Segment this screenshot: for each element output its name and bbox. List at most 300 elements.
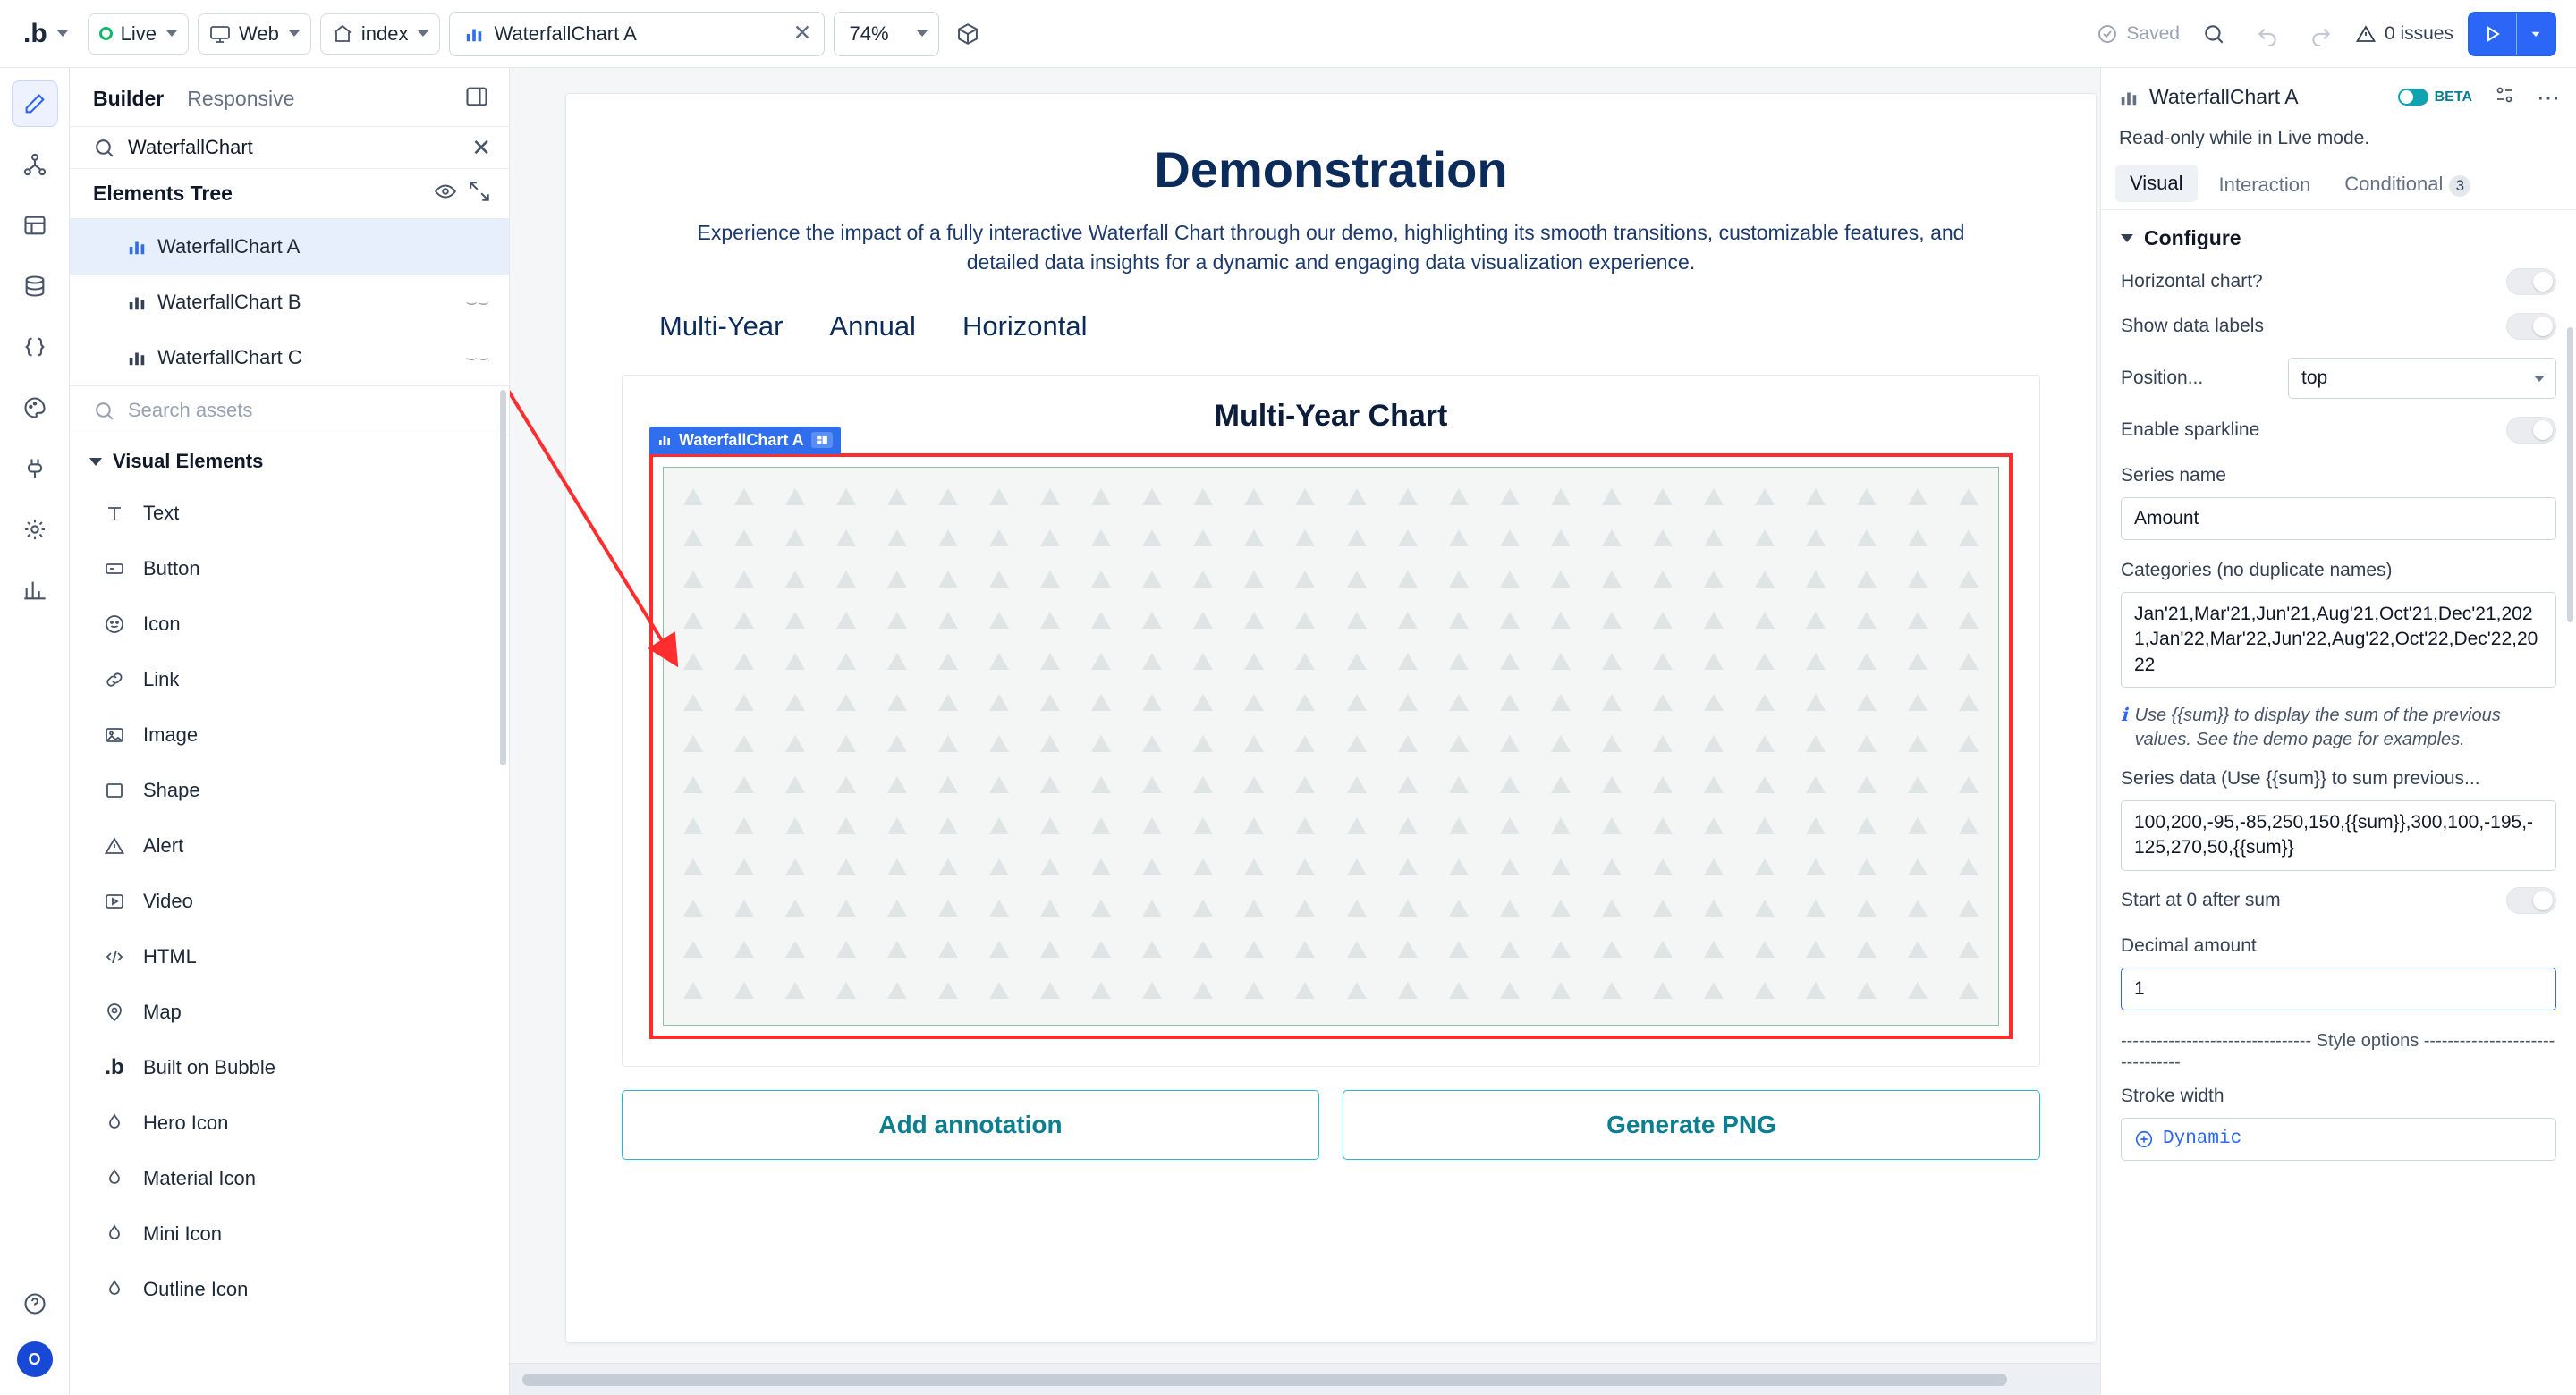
triangle-icon [938,858,958,875]
panel-toggle-icon [464,84,489,109]
placeholder-tile [1842,929,1893,970]
enable-sparkline-toggle[interactable] [2506,417,2556,444]
element-item-button[interactable] [70,541,509,596]
placeholder-tile [1076,682,1127,723]
triangle-icon [734,776,754,793]
placeholder-tile [820,806,871,847]
sum-hint [2101,695,2576,756]
triangle-icon [1142,571,1162,588]
chevron-down-icon [418,30,428,37]
triangle-icon [938,982,958,999]
waterfallchart-a-element[interactable] [649,430,2012,1039]
decimal-amount-label: Decimal amount [2121,934,2257,956]
triangle-icon [1857,612,1877,629]
placeholder-tile [1893,929,1944,970]
element-item-map[interactable] [70,985,509,1040]
placeholder-tile [1433,559,1484,600]
tab-responsive[interactable]: Responsive [187,87,295,110]
position-select[interactable] [2288,358,2556,399]
rail-logs-button[interactable] [12,567,58,613]
placeholder-tile [1433,477,1484,518]
triangle-icon [734,694,754,711]
chart-tabs [566,278,2096,342]
triangle-icon [1602,653,1622,670]
placeholder-tile [1740,477,1791,518]
style-options-separator: -------------------------------- Style options -------------------------------- [2121,1030,2555,1072]
start-at-zero-field [2101,878,2576,923]
gear-icon [22,517,47,542]
triangle-icon [836,817,856,834]
placeholder-tile [718,559,769,600]
placeholder-tile [973,518,1024,559]
tab-conditional-label: Conditional [2344,173,2444,195]
element-item-label: Link [143,668,180,690]
triangle-icon [1193,858,1213,875]
triangle-icon [1449,571,1469,588]
chevron-down-icon [289,30,300,37]
element-item-link[interactable] [70,652,509,707]
triangle-icon [1755,817,1775,834]
triangle-icon [1347,571,1367,588]
triangle-icon [683,982,703,999]
triangle-icon [887,941,907,958]
generate-png-button[interactable]: Generate PNG [1343,1090,2040,1160]
triangle-icon [1857,735,1877,752]
placeholder-tile [1791,806,1842,847]
triangle-icon [1244,653,1264,670]
tab-visual[interactable]: Visual [2115,165,2198,202]
triangle-icon [734,817,754,834]
triangle-icon [1398,571,1418,588]
triangle-icon [1551,653,1571,670]
live-mode-label: Live [120,21,157,45]
braces-icon [22,334,47,359]
placeholder-tile [1944,559,1995,600]
placeholder-tile [1740,518,1791,559]
decimal-amount-input[interactable]: 1 [2121,968,2556,1010]
placeholder-tile [1229,765,1280,806]
tree-item-label: WaterfallChart A [157,235,301,258]
placeholder-tile [718,806,769,847]
placeholder-tile [1791,559,1842,600]
triangle-icon [1551,858,1571,875]
eye-icon[interactable] [434,180,457,207]
triangle-icon [887,488,907,505]
tab-multi-year[interactable]: Multi-Year [659,309,784,342]
placeholder-tile [1229,641,1280,682]
start-at-zero-toggle[interactable] [2506,887,2556,914]
element-item-material-icon[interactable] [70,1151,509,1206]
tab-annual[interactable]: Annual [829,309,916,342]
placeholder-tile [1331,641,1382,682]
clear-search-icon[interactable]: ✕ [471,134,491,161]
triangle-icon [1398,776,1418,793]
stroke-width-input[interactable] [2121,1118,2556,1161]
triangle-icon [683,817,703,834]
triangle-icon [1959,488,1979,505]
placeholder-tile [1229,600,1280,641]
placeholder-tile [1484,888,1535,929]
triangle-icon [1908,735,1928,752]
close-icon[interactable]: ✕ [792,21,812,46]
triangle-icon [887,694,907,711]
triangle-icon [1806,571,1826,588]
expand-icon[interactable] [468,180,491,207]
triangle-icon [1295,858,1315,875]
triangle-icon [1755,941,1775,958]
tab-conditional[interactable] [2332,164,2483,209]
triangle-icon [1704,982,1724,999]
placeholder-tile [1331,559,1382,600]
triangle-icon [836,653,856,670]
triangle-icon [1704,858,1724,875]
triangle-icon [836,982,856,999]
triangle-icon [1602,735,1622,752]
page-selector[interactable] [320,13,441,55]
placeholder-tile [1178,765,1229,806]
triangle-icon [1704,776,1724,793]
triangle-icon [785,858,805,875]
triangle-icon [1295,735,1315,752]
preview-dropdown[interactable] [2517,26,2555,42]
triangle-icon [1449,694,1469,711]
placeholder-tile [667,888,718,929]
element-item-icon[interactable] [70,596,509,652]
element-item-built-on-bubble[interactable] [70,1040,509,1095]
horizontal-chart-toggle[interactable] [2506,268,2556,295]
triangle-icon [836,571,856,588]
triangle-icon [1040,776,1060,793]
element-item-shape[interactable] [70,763,509,818]
placeholder-tile [1025,682,1076,723]
element-item-outline-icon[interactable] [70,1262,509,1317]
placeholder-tile [1740,970,1791,1011]
triangle-icon [1347,900,1367,917]
triangle-icon [1347,817,1367,834]
triangle-icon [1551,776,1571,793]
placeholder-tile [973,847,1024,888]
placeholder-tile [1637,806,1688,847]
triangle-icon [683,488,703,505]
placeholder-tile [1791,929,1842,970]
element-item-html[interactable] [70,929,509,985]
placeholder-tile [1127,970,1178,1011]
series-name-input[interactable]: Amount [2121,497,2556,540]
element-item-mini-icon[interactable] [70,1206,509,1262]
triangle-icon [785,653,805,670]
placeholder-tile [973,929,1024,970]
triangle-icon [887,900,907,917]
placeholder-tile [1076,847,1127,888]
series-data-field [2101,793,2576,878]
placeholder-tile [1637,518,1688,559]
visual-elements-header[interactable] [70,435,509,486]
rail-api-button[interactable] [12,324,58,370]
chart-placeholder [663,467,1999,1026]
avatar[interactable]: O [17,1341,53,1377]
placeholder-tile [1280,929,1331,970]
placeholder-tile [1689,765,1740,806]
live-mode-selector[interactable] [88,13,189,55]
bubble-logo-menu[interactable] [13,13,79,55]
placeholder-tile [1025,970,1076,1011]
placeholder-tile [1382,477,1433,518]
rail-workflow-button[interactable] [12,141,58,188]
placeholder-tile [1689,929,1740,970]
triangle-icon [836,735,856,752]
rail-help-button[interactable] [12,1281,58,1327]
triangle-icon [1959,571,1979,588]
placeholder-tile [871,641,922,682]
triangle-icon [938,571,958,588]
triangle-icon [1704,488,1724,505]
redo-button[interactable] [2301,14,2341,54]
placeholder-tile [922,929,973,970]
placeholder-tile [973,970,1024,1011]
placeholder-tile [1331,723,1382,765]
tree-item-waterfallchart-c[interactable] [70,330,509,385]
triangle-icon [1091,612,1111,629]
triangle-icon [683,529,703,546]
placeholder-tile [1127,806,1178,847]
placeholder-tile [1637,600,1688,641]
element-item-label: HTML [143,945,197,968]
search-input[interactable] [128,136,459,159]
placeholder-tile [667,970,718,1011]
placeholder-tile [1025,929,1076,970]
triangle-icon [887,982,907,999]
triangle-icon [1244,900,1264,917]
check-circle-icon [2097,23,2118,45]
rail-bottom-group [12,1281,58,1395]
placeholder-tile [1433,765,1484,806]
rail-design-button[interactable] [12,80,58,127]
placeholder-tile [1484,765,1535,806]
triangle-icon [1857,776,1877,793]
beta-toggle[interactable] [2398,89,2472,106]
search-button[interactable] [2194,14,2233,54]
placeholder-tile [667,847,718,888]
outline-icon [102,1279,127,1300]
placeholder-tile [1178,970,1229,1011]
placeholder-tile [1842,477,1893,518]
left-panel-scrollbar[interactable] [500,390,506,765]
property-settings-icon[interactable] [2494,84,2515,110]
placeholder-tile [1280,765,1331,806]
placeholder-tile [1331,765,1382,806]
right-panel-scrollbar[interactable] [2567,327,2573,622]
right-panel-element-name: WaterfallChart A [2149,85,2299,108]
triangle-icon [785,776,805,793]
triangle-icon [1347,735,1367,752]
element-item-label: Icon [143,613,181,635]
triangle-icon [1040,488,1060,505]
element-item-video[interactable] [70,874,509,929]
top-toolbar [0,0,2576,68]
triangle-icon [1908,653,1928,670]
element-item-hero-icon[interactable] [70,1095,509,1151]
asset-search[interactable] [70,385,509,435]
triangle-icon [1398,529,1418,546]
categories-field [2101,585,2576,695]
placeholder-tile [1893,888,1944,929]
triangle-icon [1653,694,1673,711]
triangle-icon [1193,694,1213,711]
placeholder-tile [667,682,718,723]
bubble-icon: .b [105,1055,124,1079]
triangle-icon [1347,612,1367,629]
placeholder-tile [1689,806,1740,847]
placeholder-tile [1637,929,1688,970]
placeholder-tile [1484,477,1535,518]
plugins-button[interactable] [948,14,987,54]
triangle-icon [1602,776,1622,793]
triangle-icon [734,612,754,629]
preview-button[interactable] [2468,12,2556,56]
redo-icon [2309,22,2333,46]
placeholder-tile [1025,723,1076,765]
triangle-icon [1040,653,1060,670]
tree-item-waterfallchart-b[interactable] [70,275,509,330]
tab-interaction[interactable]: Interaction [2218,173,2311,196]
zoom-selector[interactable] [834,12,939,56]
rail-styles-button[interactable] [12,385,58,431]
more-options-icon[interactable]: ⋯ [2537,83,2560,111]
element-item-label: Video [143,890,193,912]
triangle-icon [1244,776,1264,793]
placeholder-tile [1127,723,1178,765]
placeholder-tile [973,723,1024,765]
triangle-icon [938,653,958,670]
tab-builder[interactable]: Builder [93,87,165,110]
placeholder-tile [1484,559,1535,600]
triangle-icon [1653,776,1673,793]
placeholder-tile [1229,477,1280,518]
triangle-icon [1806,612,1826,629]
triangle-icon [785,529,805,546]
rail-plugins-button[interactable] [12,445,58,492]
configure-section-header[interactable] [2101,210,2576,259]
triangle-icon [1653,900,1673,917]
triangle-icon [1040,612,1060,629]
placeholder-tile [1586,518,1637,559]
platform-selector[interactable] [198,13,311,55]
plug-icon [22,456,47,481]
triangle-icon [938,612,958,629]
placeholder-tile [871,970,922,1011]
triangle-icon [1295,612,1315,629]
triangle-icon [1602,817,1622,834]
left-panel [70,68,510,1395]
triangle-icon [1347,694,1367,711]
triangle-icon [1091,817,1111,834]
rail-data-button[interactable] [12,263,58,309]
chart-icon [657,433,672,447]
info-icon: ℹ [2121,706,2128,726]
rail-settings-button[interactable] [12,506,58,553]
placeholder-tile [769,641,820,682]
triangle-icon [989,529,1009,546]
chevron-down-icon [2534,376,2545,382]
triangle-icon [1040,571,1060,588]
triangle-icon [1653,571,1673,588]
placeholder-tile [667,641,718,682]
responsive-icon[interactable] [811,432,833,448]
triangle-icon [1500,571,1520,588]
placeholder-tile [1382,847,1433,888]
add-annotation-button[interactable]: Add annotation [622,1090,1319,1160]
dynamic-value[interactable] [2134,1129,2241,1149]
tab-horizontal[interactable]: Horizontal [962,309,1088,342]
element-tab[interactable] [449,12,825,56]
placeholder-tile [667,518,718,559]
triangle-icon [1295,694,1315,711]
placeholder-tile [1025,559,1076,600]
categories-input[interactable]: Jan'21,Mar'21,Jun'21,Aug'21,Oct'21,Dec'21,2021,Jan'22,Mar'22,Jun'22,Aug'22,Oct'22,Dec'22,2022 [2121,592,2556,688]
triangle-icon [1500,941,1520,958]
canvas-horizontal-scrollbar[interactable] [510,1363,2100,1395]
placeholder-tile [1944,682,1995,723]
placeholder-tile [667,929,718,970]
scrollbar-thumb[interactable] [522,1374,2007,1386]
rail-layout-button[interactable] [12,202,58,249]
right-panel-body [2101,210,2576,1395]
placeholder-tile [1586,559,1637,600]
chevron-down-icon [917,30,928,37]
placeholder-tile [1842,847,1893,888]
placeholder-tile [820,600,871,641]
panel-toggle-button[interactable] [464,84,489,114]
tree-item-waterfallchart-a[interactable] [70,219,509,275]
triangle-icon [1857,982,1877,999]
triangle-icon [836,612,856,629]
show-data-labels-toggle[interactable] [2506,313,2556,340]
triangle-icon [1449,735,1469,752]
placeholder-tile [1484,723,1535,765]
placeholder-tile [1944,477,1995,518]
readonly-note: Read-only while in Live mode. [2119,128,2370,148]
placeholder-tile [1076,559,1127,600]
element-search[interactable] [70,126,509,169]
search-icon [93,400,115,422]
triangle-icon [938,488,958,505]
placeholder-tile [1025,641,1076,682]
placeholder-tile [1586,888,1637,929]
triangle-icon [1091,694,1111,711]
triangle-icon [1704,694,1724,711]
search-icon [93,137,115,159]
placeholder-tile [1076,518,1127,559]
triangle-icon [1142,694,1162,711]
chart-icon [2119,88,2139,107]
placeholder-tile [1178,847,1229,888]
triangle-icon [1244,941,1264,958]
series-data-input[interactable]: 100,200,-95,-85,250,150,{{sum}},300,100,-195,-125,270,50,{{sum}} [2121,800,2556,871]
triangle-icon [1142,653,1162,670]
undo-button[interactable] [2248,14,2287,54]
triangle-icon [1959,612,1979,629]
beta-switch[interactable] [2398,89,2428,106]
element-item-text[interactable] [70,486,509,541]
triangle-icon [1193,612,1213,629]
triangle-icon [1449,776,1469,793]
issues-button[interactable] [2355,23,2453,45]
page-title: Demonstration [1154,141,1508,198]
triangle-icon [1500,488,1520,505]
element-item-image[interactable] [70,707,509,763]
placeholder-tile [1229,970,1280,1011]
element-item-alert[interactable] [70,818,509,874]
